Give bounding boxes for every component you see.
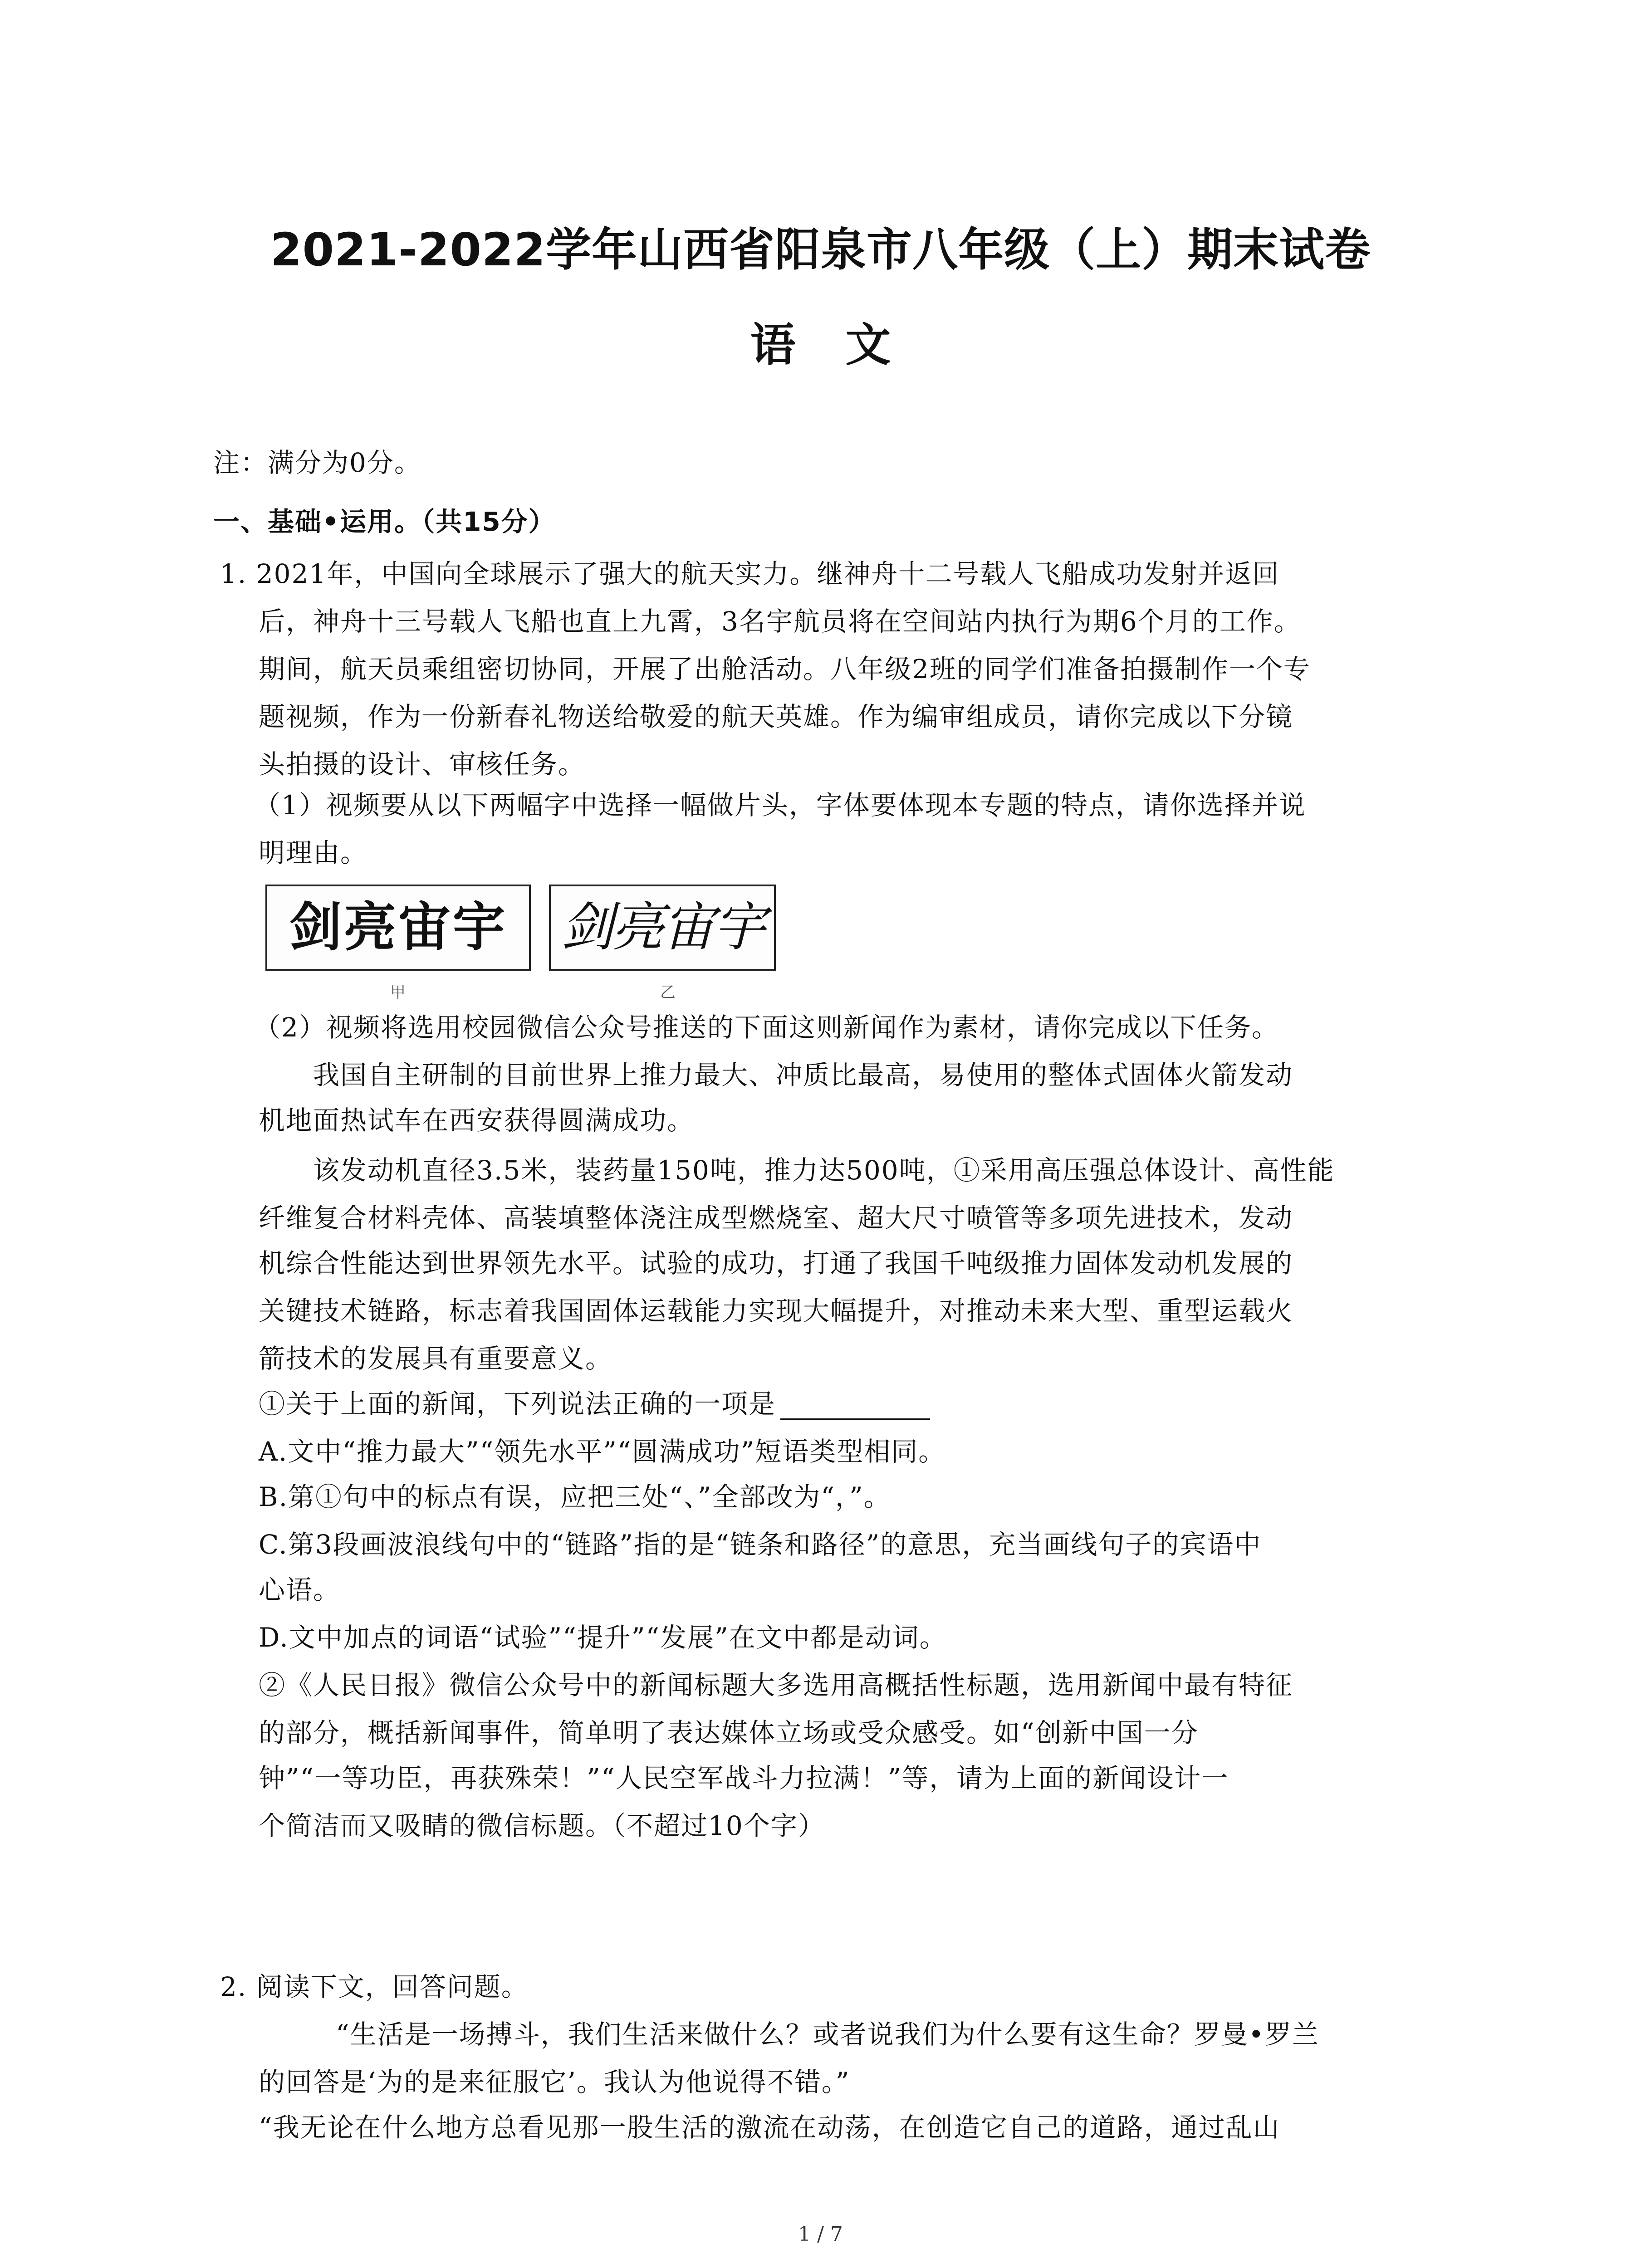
news-p2-line-3: 机综合性能达到世界领先水平。试验的成功，打通了我国千吨级推力固体发动机发展的 xyxy=(259,1248,1293,1279)
task1-prompt-text: ①关于上面的新闻，下列说法正确的一项是 xyxy=(259,1388,776,1419)
calligraphy-sample-yi: 剑亮宙宇 xyxy=(549,885,776,971)
subject-char-1: 语 xyxy=(750,318,796,371)
task2-line-1: ②《人民日报》微信公众号中的新闻标题大多选用高概括性标题，选用新闻中最有特征 xyxy=(259,1670,1293,1701)
news-p1-line-2: 机地面热试车在西安获得圆满成功。 xyxy=(259,1105,695,1136)
exam-title: 2021-2022学年山西省阳泉市八年级（上）期末试卷 xyxy=(270,223,1371,276)
q2-line-3: 的回答是‘为的是来征服它’。我认为他说得不错。” xyxy=(259,2067,850,2097)
q2-line-1: 2. 阅读下文，回答问题。 xyxy=(220,1971,529,2002)
option-c-line-2: 心语。 xyxy=(259,1574,341,1605)
q1-sub1-line-1: （1）视频要从以下两幅字中选择一幅做片头，字体要体现本专题的特点，请你选择并说 xyxy=(254,790,1306,821)
option-d: D.文中加点的词语“试验”“提升”“发展”在文中都是动词。 xyxy=(259,1622,947,1653)
subject-char-2: 文 xyxy=(845,318,891,371)
news-p1-line-1: 我国自主研制的目前世界上推力最大、冲质比最高，易使用的整体式固体火箭发动 xyxy=(313,1060,1293,1090)
page-number: 1 / 7 xyxy=(798,2223,843,2246)
caption-yi: 乙 xyxy=(660,983,676,1002)
task2-line-2: 的部分，概括新闻事件，简单明了表达媒体立场或受众感受。如“创新中国一分 xyxy=(259,1717,1199,1748)
q1-line-1: 1. 2021年，中国向全球展示了强大的航天实力。继神舟十二号载人飞船成功发射并返回 xyxy=(220,558,1280,589)
news-p2-line-4: 关键技术链路，标志着我国固体运载能力实现大幅提升，对推动未来大型、重型运载火 xyxy=(259,1295,1293,1326)
news-p2-line-2: 纤维复合材料壳体、高装填整体浇注成型燃烧室、超大尺寸喷管等多项先进技术，发动 xyxy=(259,1202,1293,1233)
news-p2-line-5: 箭技术的发展具有重要意义。 xyxy=(259,1343,613,1374)
score-note: 注：满分为0分。 xyxy=(213,447,421,478)
task2-line-4: 个简洁而又吸睛的微信标题。（不超过10个字） xyxy=(259,1810,825,1841)
answer-blank[interactable] xyxy=(780,1395,930,1420)
task1-prompt xyxy=(259,1388,930,1420)
q1-line-4: 题视频，作为一份新春礼物送给敬爱的航天英雄。作为编审组成员，请你完成以下分镜 xyxy=(259,701,1293,732)
q1-line-5: 头拍摄的设计、审核任务。 xyxy=(259,749,586,780)
subject-heading xyxy=(0,308,1641,374)
option-b: B.第①句中的标点有误，应把三处“、”全部改为“，”。 xyxy=(259,1481,891,1512)
q1-line-3: 期间，航天员乘组密切协同，开展了出舱活动。八年级2班的同学们准备拍摄制作一个专 xyxy=(259,654,1311,684)
news-p2-line-1: 该发动机直径3.5米，装药量150吨，推力达500吨，①采用高压强总体设计、高性能 xyxy=(313,1155,1335,1186)
q2-line-2: “生活是一场搏斗，我们生活来做什么？或者说我们为什么要有这生命？罗曼•罗兰 xyxy=(336,2019,1319,2050)
q2-line-4: “我无论在什么地方总看见那一股生活的激流在动荡，在创造它自己的道路，通过乱山 xyxy=(259,2112,1280,2143)
caption-jia: 甲 xyxy=(390,983,406,1002)
option-c-line-1: C.第3段画波浪线句中的“链路”指的是“链条和路径”的意思，充当画线句子的宾语中 xyxy=(259,1529,1262,1560)
q1-sub2: （2）视频将选用校园微信公众号推送的下面这则新闻作为素材，请你完成以下任务。 xyxy=(254,1012,1279,1043)
q1-sub1-line-2: 明理由。 xyxy=(259,837,368,868)
q1-line-2: 后，神舟十三号载人飞船也直上九霄，3名宇航员将在空间站内执行为期6个月的工作。 xyxy=(259,606,1301,637)
task2-line-3: 钟”“一等功臣，再获殊荣！”“人民空军战斗力拉满！”等，请为上面的新闻设计一 xyxy=(259,1763,1229,1794)
section-heading: 一、基础•运用。（共15分） xyxy=(213,506,556,537)
option-a: A.文中“推力最大”“领先水平”“圆满成功”短语类型相同。 xyxy=(259,1436,946,1467)
calligraphy-sample-jia: 剑亮宙宇 xyxy=(265,885,531,971)
